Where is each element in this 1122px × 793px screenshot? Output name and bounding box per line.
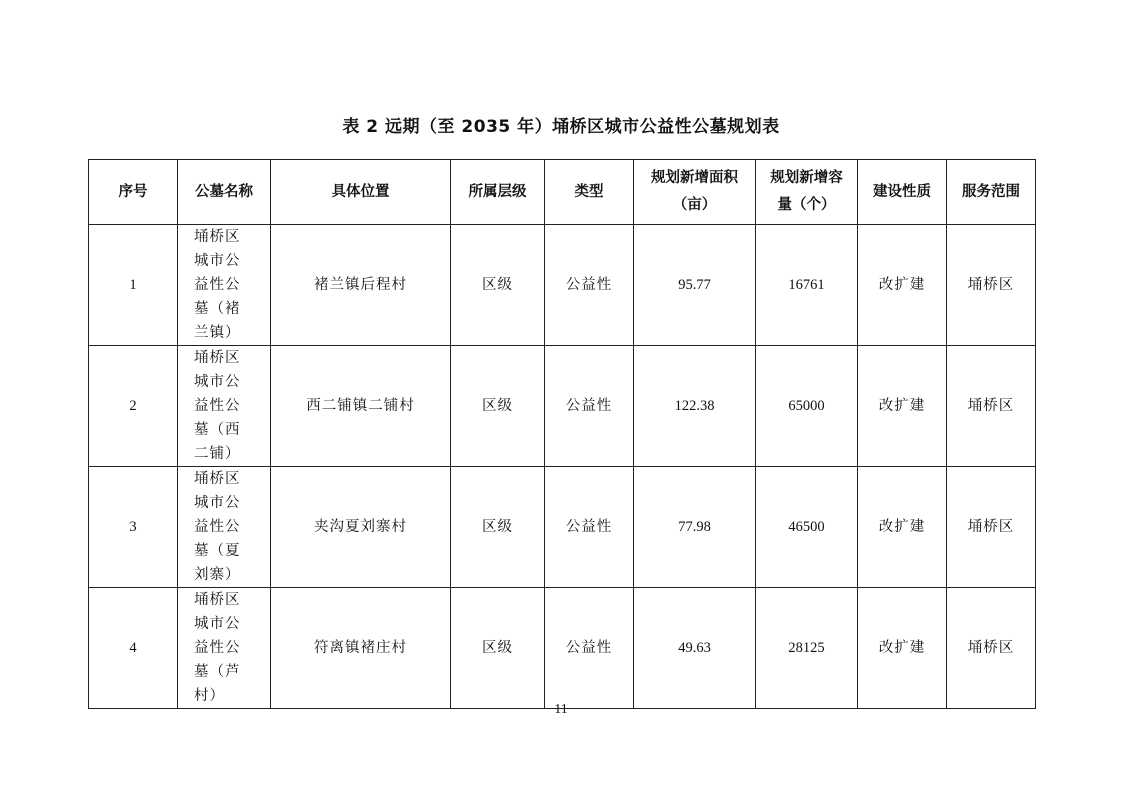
header-construction: 建设性质 [858,160,947,225]
cell-construction: 改扩建 [858,346,947,467]
cell-location: 褚兰镇后程村 [271,225,451,346]
cell-level: 区级 [451,225,545,346]
cell-name: 埇桥区城市公益性公墓（褚兰镇） [178,225,271,346]
cell-type: 公益性 [545,225,634,346]
cell-area: 77.98 [634,467,756,588]
cell-level: 区级 [451,467,545,588]
cell-capacity: 65000 [756,346,858,467]
header-level: 所属层级 [451,160,545,225]
header-capacity: 规划新增容量（个） [756,160,858,225]
cell-location: 西二铺镇二铺村 [271,346,451,467]
cell-service: 埇桥区 [947,467,1036,588]
cell-service: 埇桥区 [947,225,1036,346]
table-row [89,346,1036,467]
cell-service: 埇桥区 [947,346,1036,467]
cell-service: 埇桥区 [947,588,1036,709]
cemetery-plan-table [88,159,1036,709]
cell-construction: 改扩建 [858,467,947,588]
cell-name: 埇桥区城市公益性公墓（芦村） [178,588,271,709]
page-title: 表 2 远期（至 2035 年）埇桥区城市公益性公墓规划表 [342,117,780,137]
cell-location: 符离镇褚庄村 [271,588,451,709]
cell-capacity: 46500 [756,467,858,588]
cell-area: 95.77 [634,225,756,346]
header-service: 服务范围 [947,160,1036,225]
cell-name: 埇桥区城市公益性公墓（夏刘寨） [178,467,271,588]
page-number: 11 [554,702,568,717]
cell-level: 区级 [451,588,545,709]
cell-construction: 改扩建 [858,588,947,709]
cell-area: 122.38 [634,346,756,467]
header-seq: 序号 [89,160,178,225]
header-type: 类型 [545,160,634,225]
cell-construction: 改扩建 [858,225,947,346]
table-row [89,467,1036,588]
cell-seq: 2 [89,346,178,467]
header-area: 规划新增面积（亩） [634,160,756,225]
header-location: 具体位置 [271,160,451,225]
cell-type: 公益性 [545,588,634,709]
table-header-row [89,160,1036,225]
cell-capacity: 16761 [756,225,858,346]
cell-area: 49.63 [634,588,756,709]
cell-type: 公益性 [545,467,634,588]
cell-seq: 1 [89,225,178,346]
cell-type: 公益性 [545,346,634,467]
header-name: 公墓名称 [178,160,271,225]
cell-location: 夹沟夏刘寨村 [271,467,451,588]
cell-level: 区级 [451,346,545,467]
cell-capacity: 28125 [756,588,858,709]
table-row [89,225,1036,346]
cell-seq: 4 [89,588,178,709]
table-row [89,588,1036,709]
cell-seq: 3 [89,467,178,588]
cell-name: 埇桥区城市公益性公墓（西二铺） [178,346,271,467]
